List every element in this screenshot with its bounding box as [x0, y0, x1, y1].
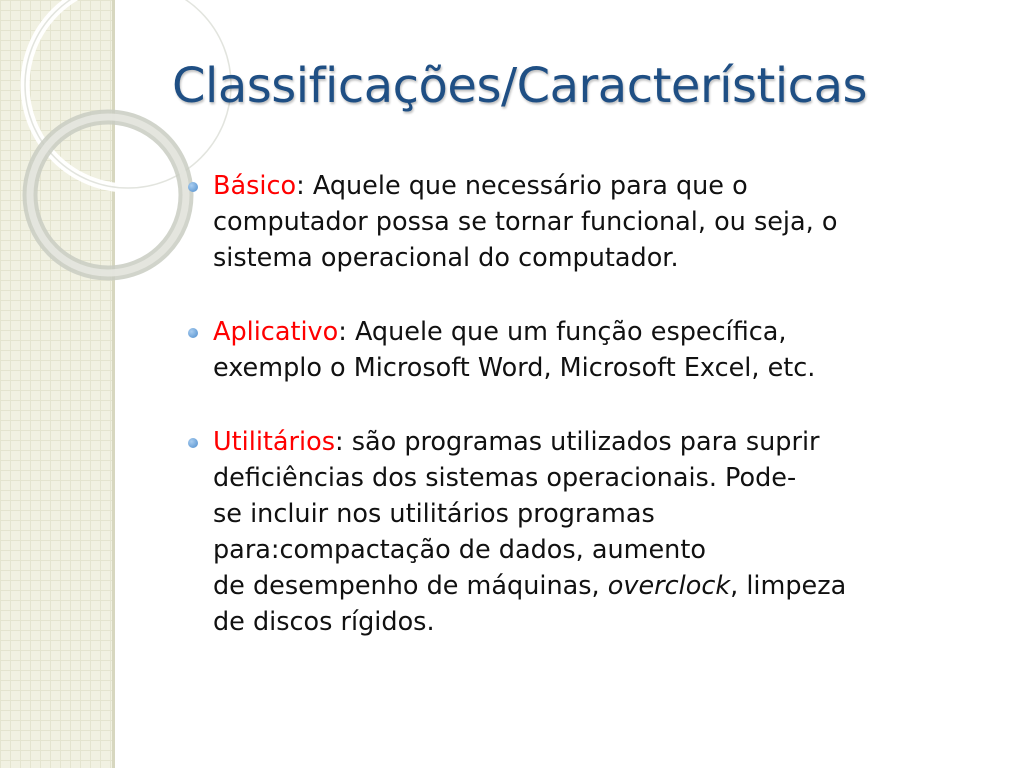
bullet-dot-icon — [188, 328, 198, 338]
bullet-text: de desempenho de máquinas, — [213, 571, 608, 601]
bullet-separator: : — [338, 317, 355, 347]
bullet-text: sistema operacional do computador. — [213, 243, 679, 273]
bullet-text: Aquele que necessário para que o — [312, 171, 748, 201]
ring-gray-highlight — [30, 117, 186, 273]
bullet-italic-text: overclock — [607, 571, 731, 601]
bullet-utilitarios — [188, 424, 988, 640]
bullet-separator: : — [335, 427, 352, 457]
bullet-text: computador possa se tornar funcional, ou seja, o — [213, 207, 838, 237]
bullet-aplicativo — [188, 314, 988, 386]
bullet-basico — [188, 168, 988, 276]
bullet-list — [188, 168, 988, 640]
bullet-term: Básico — [213, 171, 297, 201]
slide-title: Classificações/Características — [172, 58, 867, 114]
bullet-text: Aquele que um função específica, — [354, 317, 787, 347]
bullet-dot-icon — [188, 182, 198, 192]
bullet-dot-icon — [188, 438, 198, 448]
bullet-text: são programas utilizados para suprir — [351, 427, 820, 457]
bullet-term: Aplicativo — [213, 317, 339, 347]
bullet-line — [213, 314, 988, 350]
bullet-line — [213, 168, 988, 204]
bullet-line — [213, 424, 988, 460]
bullet-text: , limpeza — [730, 571, 847, 601]
bullet-term: Utilitários — [213, 427, 335, 457]
bullet-text: para:compactação de dados, aumento — [213, 535, 706, 565]
bullet-text: de discos rígidos. — [213, 607, 435, 637]
bullet-line — [213, 568, 988, 604]
bullet-text: deficiências dos sistemas operacionais. Pode- — [213, 463, 797, 493]
bullet-separator: : — [296, 171, 313, 201]
bullet-text: se incluir nos utilitários programas — [213, 499, 655, 529]
bullet-text: exemplo o Microsoft Word, Microsoft Excel, etc. — [213, 353, 816, 383]
